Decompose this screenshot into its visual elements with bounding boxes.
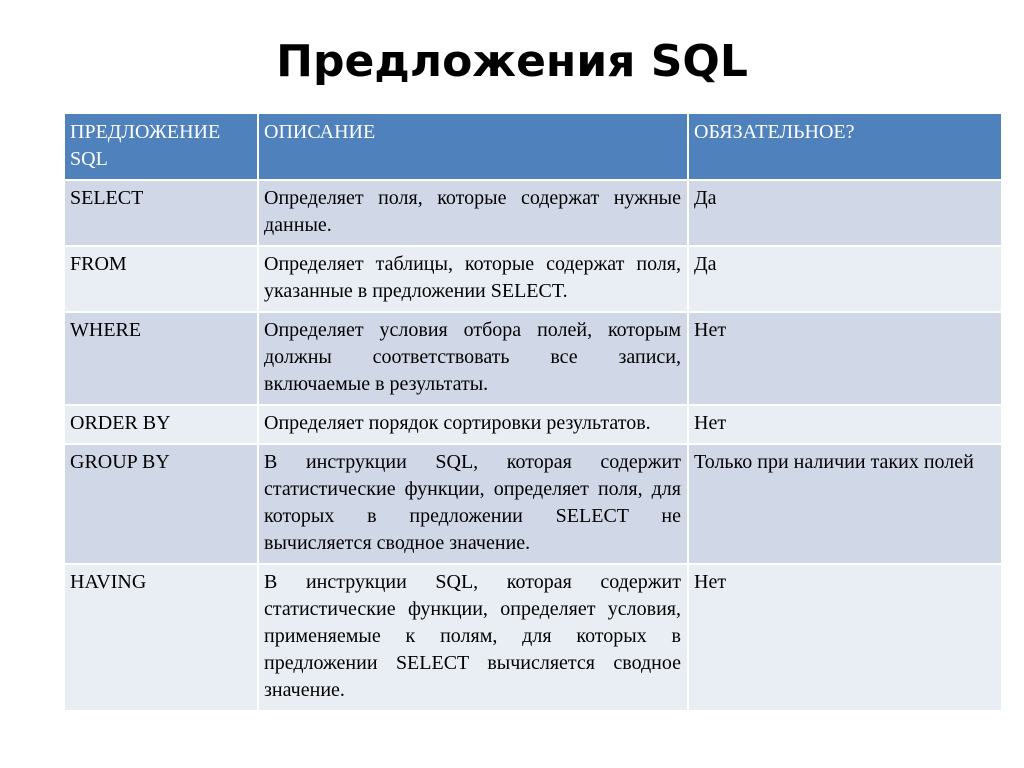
table-row: [64, 180, 1002, 246]
table-row: [64, 564, 1002, 711]
required-cell: Да: [688, 246, 1002, 312]
required-cell: Да: [688, 180, 1002, 246]
clause-cell: GROUP BY: [64, 444, 258, 564]
description-cell: Определяет условия отбора полей, которым должны соответствовать все записи, включаемые в результаты.: [258, 312, 688, 405]
clause-cell: WHERE: [64, 312, 258, 405]
required-cell: Только при наличии таких полей: [688, 444, 1002, 564]
table-row: [64, 405, 1002, 444]
header-description: ОПИСАНИЕ: [258, 113, 688, 180]
slide-title: Предложения SQL: [276, 36, 748, 87]
required-cell: Нет: [688, 312, 1002, 405]
table-row: [64, 312, 1002, 405]
sql-clauses-table: [63, 112, 1003, 712]
header-required: ОБЯЗАТЕЛЬНОЕ?: [688, 113, 1002, 180]
clause-cell: SELECT: [64, 180, 258, 246]
description-cell: В инструкции SQL, которая содержит статистические функции, определяет поля, для которых в предложении SELECT не вычисляется сводное значение.: [258, 444, 688, 564]
table-header-row: [64, 113, 1002, 180]
required-cell: Нет: [688, 405, 1002, 444]
table-row: [64, 444, 1002, 564]
clause-cell: ORDER BY: [64, 405, 258, 444]
clause-cell: FROM: [64, 246, 258, 312]
description-cell: Определяет порядок сортировки результатов.: [258, 405, 688, 444]
required-cell: Нет: [688, 564, 1002, 711]
description-cell: В инструкции SQL, которая содержит статистические функции, определяет условия, применяемые к полям, для которых в предложении SELECT вычисляется сводное значение.: [258, 564, 688, 711]
description-cell: Определяет поля, которые содержат нужные данные.: [258, 180, 688, 246]
clause-cell: HAVING: [64, 564, 258, 711]
description-cell: Определяет таблицы, которые содержат поля, указанные в предложении SELECT.: [258, 246, 688, 312]
table-row: [64, 246, 1002, 312]
header-clause: ПРЕДЛОЖЕНИЕ SQL: [64, 113, 258, 180]
